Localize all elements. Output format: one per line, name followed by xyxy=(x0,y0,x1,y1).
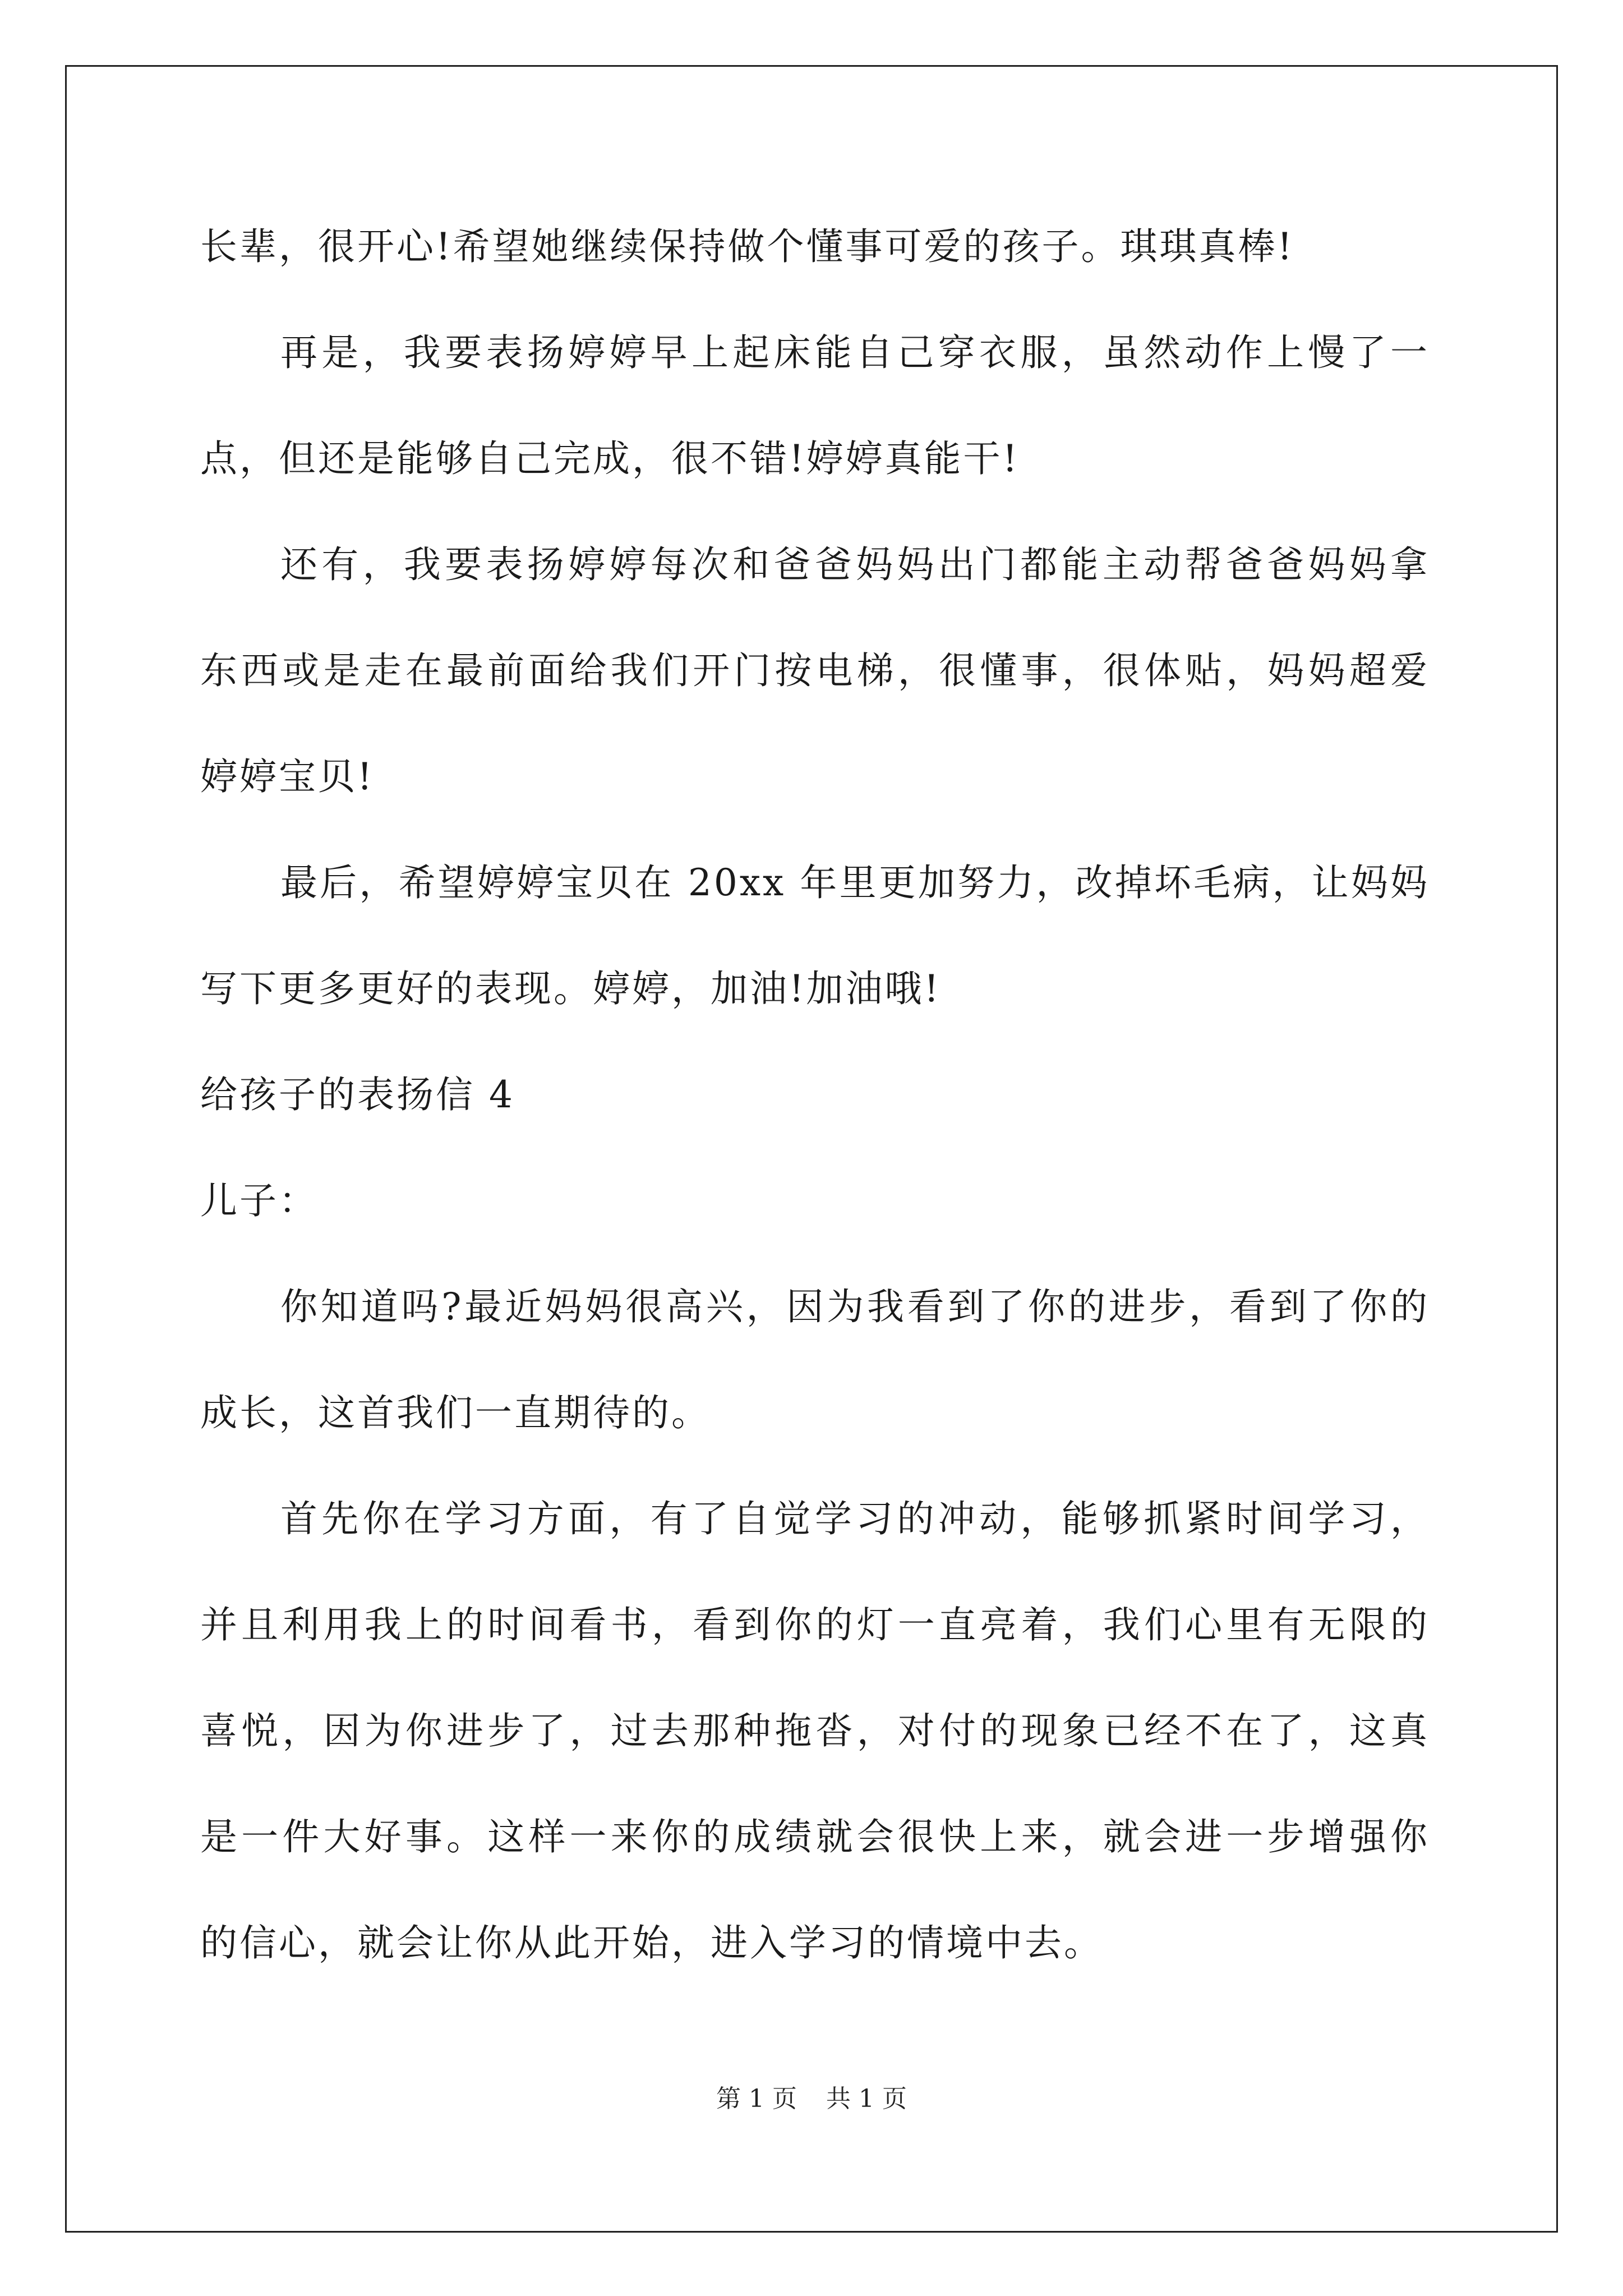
page-footer xyxy=(0,2082,1623,2116)
page-total: 共 1 页 xyxy=(826,2085,907,2113)
paragraph-line: 再是，我要表扬婷婷早上起床能自己穿衣服，虽然动作上慢了一 xyxy=(280,331,1430,374)
paragraph-line: 还有，我要表扬婷婷每次和爸爸妈妈出门都能主动帮爸爸妈妈拿 xyxy=(280,543,1430,586)
paragraph-line: 是一件大好事。这样一来你的成绩就会很快上来，就会进一步增强你 xyxy=(200,1815,1430,1858)
section-heading: 给孩子的表扬信 4 xyxy=(200,1073,515,1116)
paragraph-line: 东西或是走在最前面给我们开门按电梯，很懂事，很体贴，妈妈超爱 xyxy=(200,649,1430,692)
paragraph-line: 首先你在学习方面，有了自觉学习的冲动，能够抓紧时间学习， xyxy=(280,1497,1430,1540)
page-border xyxy=(65,65,1558,2233)
paragraph-line: 长辈，很开心!希望她继续保持做个懂事可爱的孩子。琪琪真棒! xyxy=(200,225,1295,268)
paragraph-line: 写下更多更好的表现。婷婷，加油!加油哦! xyxy=(200,967,942,1010)
paragraph-line: 并且利用我上的时间看书，看到你的灯一直亮着，我们心里有无限的 xyxy=(200,1603,1430,1646)
paragraph-line: 成长，这首我们一直期待的。 xyxy=(200,1391,711,1434)
paragraph-line: 最后，希望婷婷宝贝在 20xx 年里更加努力，改掉坏毛病，让妈妈 xyxy=(280,861,1430,904)
paragraph-line: 喜悦，因为你进步了，过去那种拖沓，对付的现象已经不在了，这真 xyxy=(200,1709,1430,1752)
paragraph-line: 的信心，就会让你从此开始，进入学习的情境中去。 xyxy=(200,1921,1103,1964)
page-number: 第 1 页 xyxy=(716,2085,797,2113)
salutation: 儿子： xyxy=(200,1179,318,1222)
paragraph-line: 点，但还是能够自己完成，很不错!婷婷真能干! xyxy=(200,437,1020,480)
paragraph-line: 婷婷宝贝! xyxy=(200,755,375,798)
paragraph-line: 你知道吗?最近妈妈很高兴，因为我看到了你的进步，看到了你的 xyxy=(280,1285,1430,1328)
